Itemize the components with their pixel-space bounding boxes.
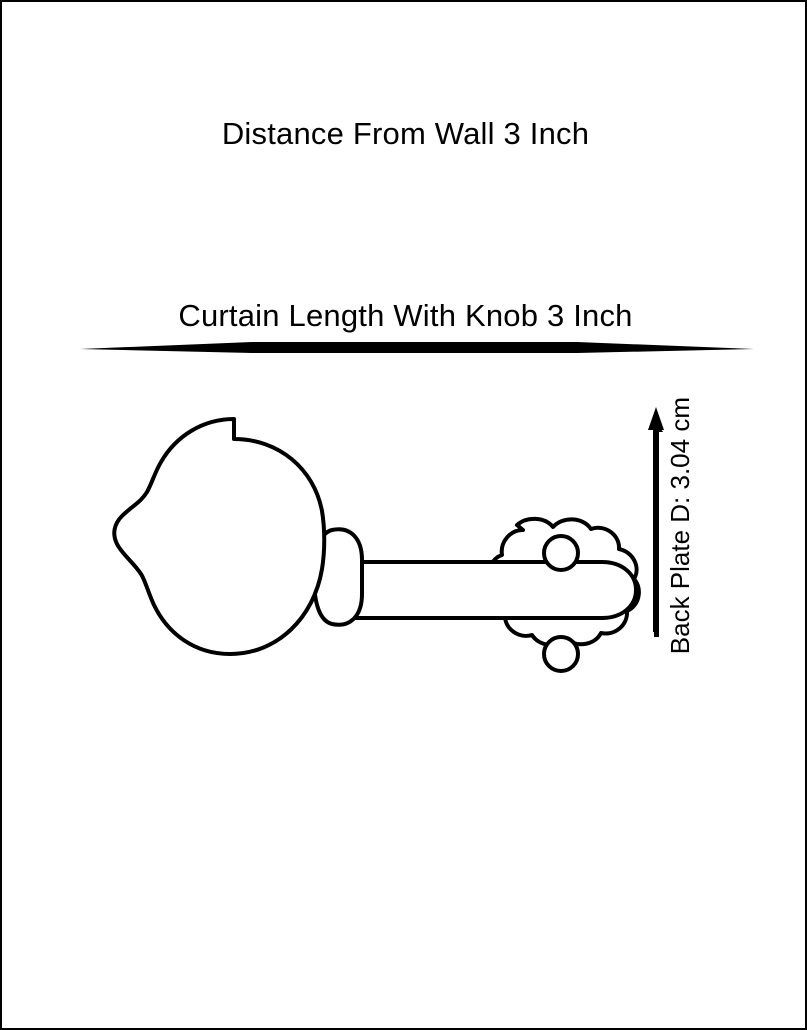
back-plate-depth-label: Back Plate D: 3.04 cm (665, 397, 695, 655)
distance-from-wall-label: Distance From Wall 3 Inch (221, 116, 590, 151)
knob-head (114, 419, 324, 654)
knob-arm (354, 562, 636, 618)
curtain-length-label: Curtain Length With Knob 3 Inch (178, 298, 633, 333)
screw-hole-top (544, 536, 578, 570)
screw-hole-bottom (544, 637, 578, 671)
